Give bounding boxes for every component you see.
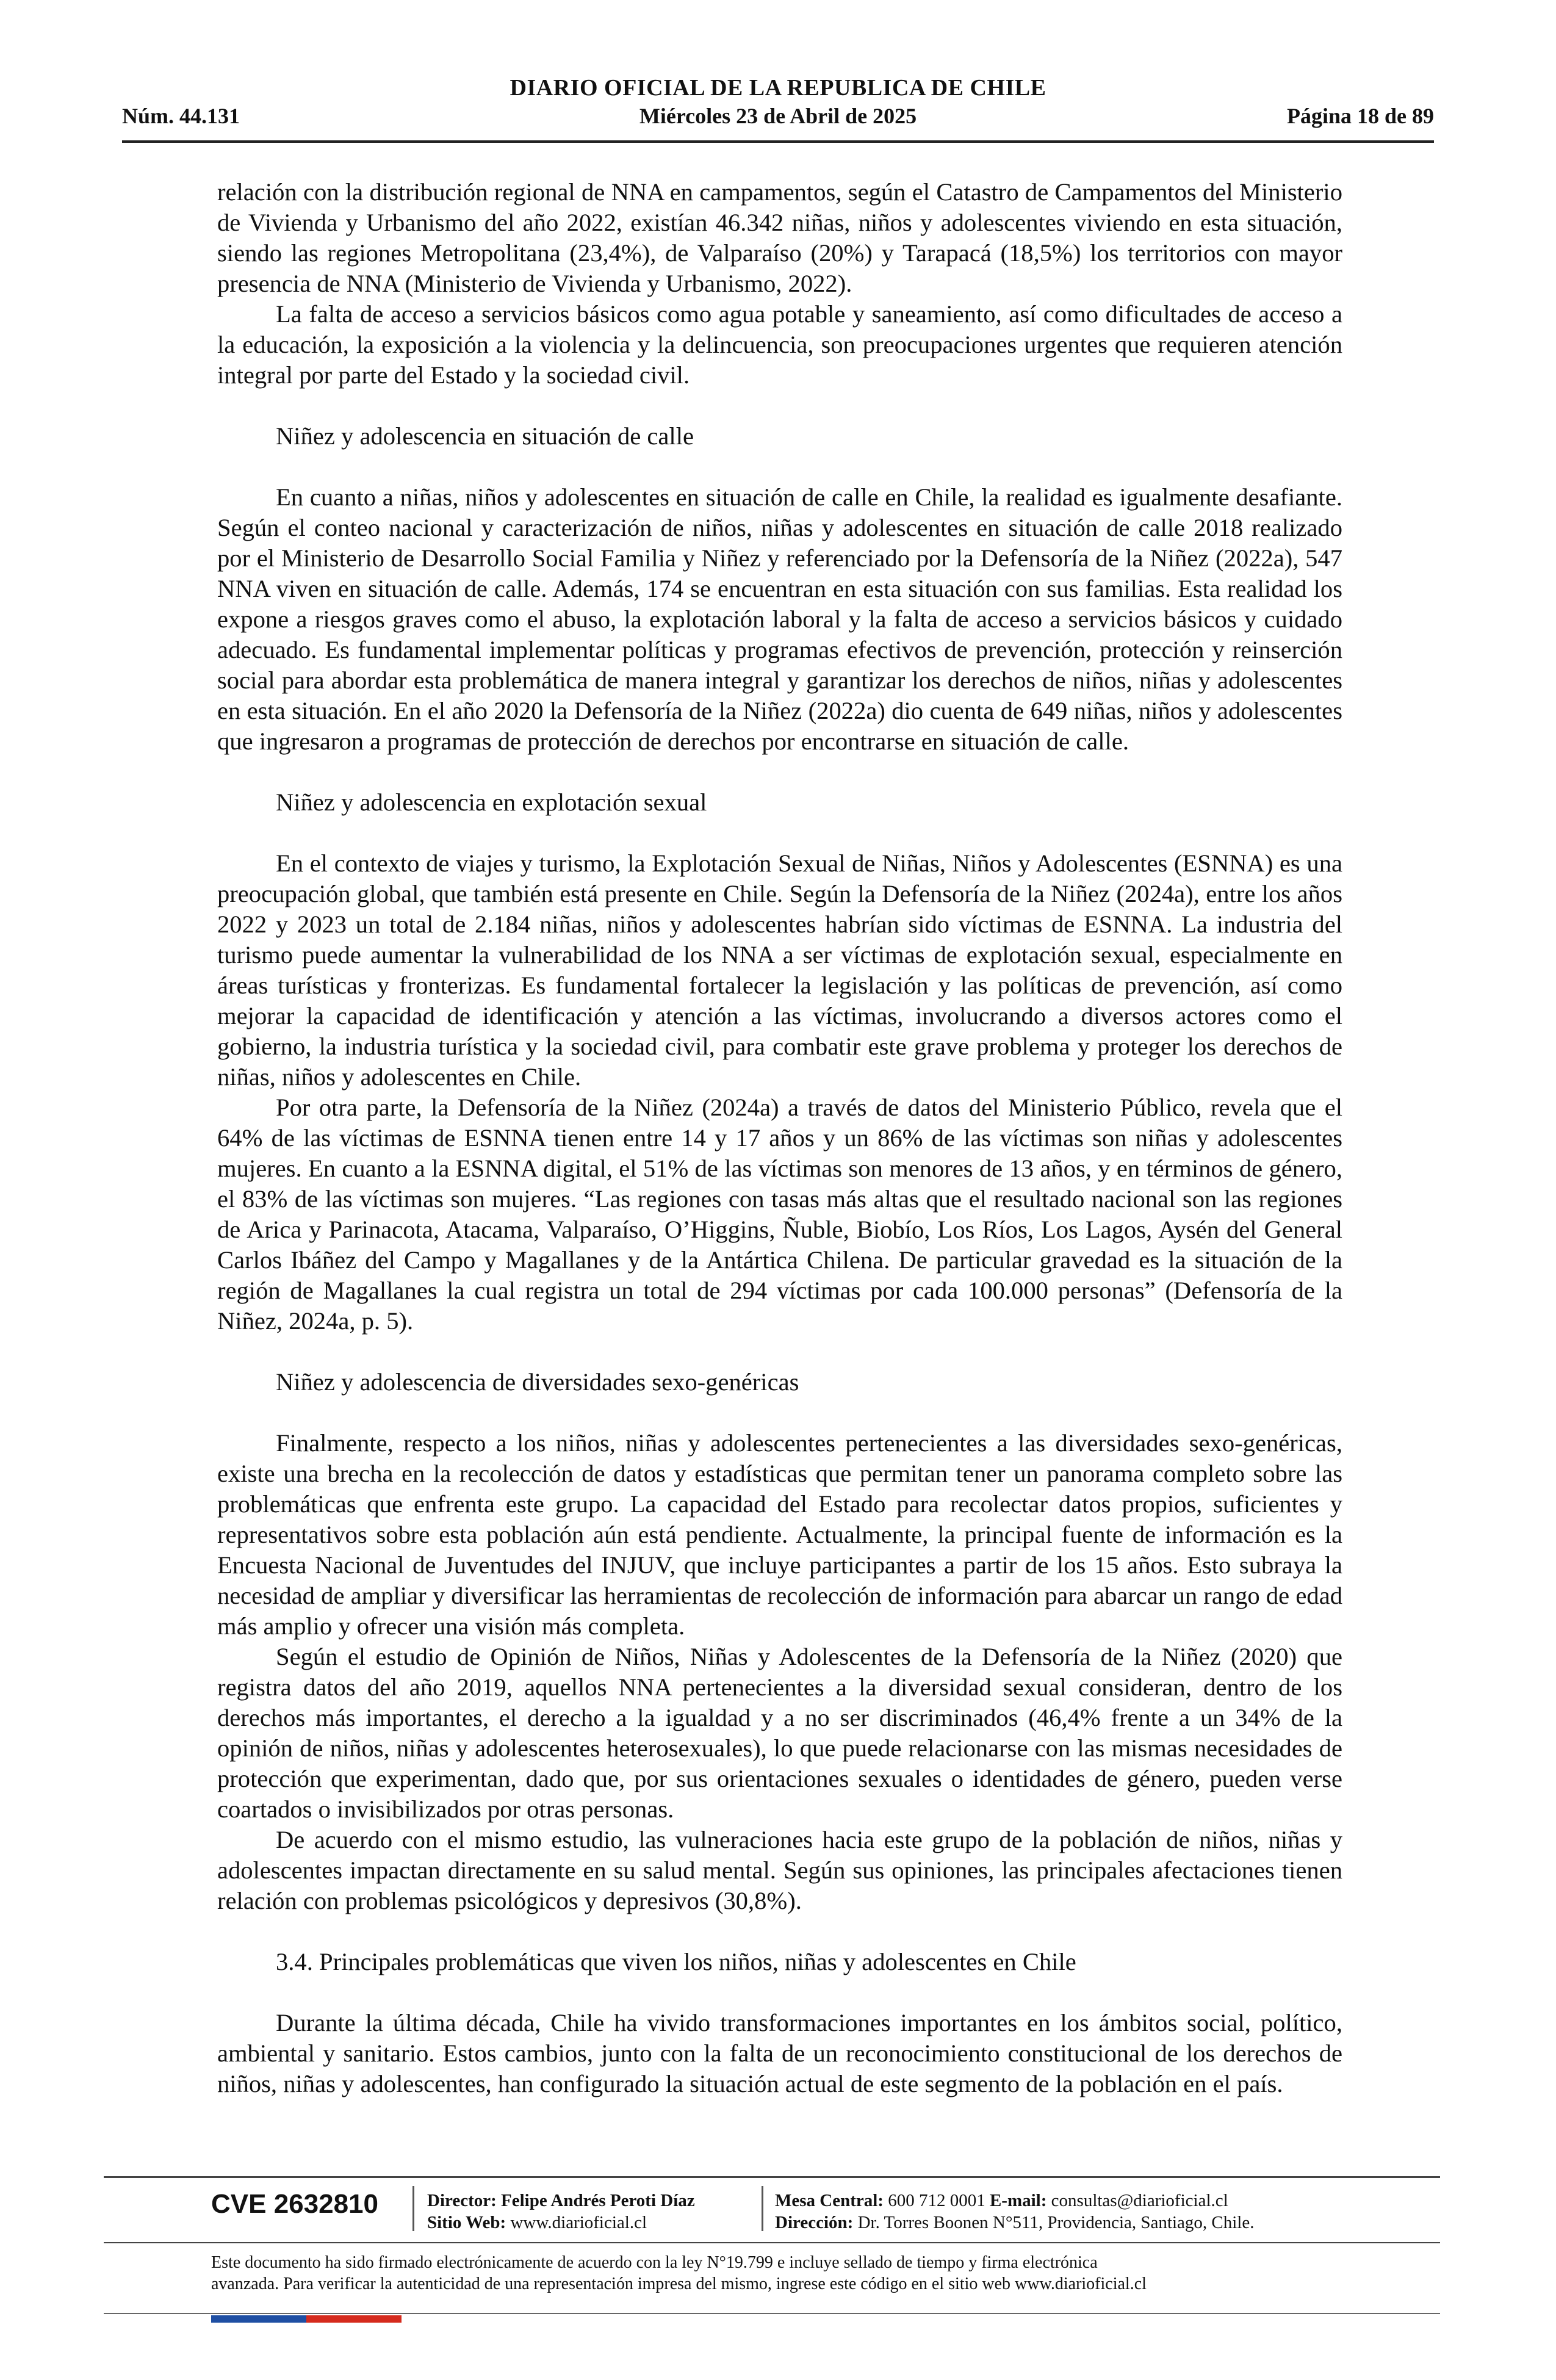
legal-notice-line-1: Este documento ha sido firmado electrónicamente de acuerdo con la ley N°19.799 e incluye sellado de tiempo y firma electrónica bbox=[211, 2253, 1098, 2272]
footer-director-block bbox=[427, 2190, 695, 2234]
cve-code: CVE 2632810 bbox=[211, 2189, 378, 2219]
director-name: Felipe Andrés Peroti Díaz bbox=[501, 2191, 695, 2210]
paragraph-9: Durante la última década, Chile ha vivido transformaciones importantes en los ámbitos social, político, ambiental y sanitario. Estos cambios, junto con la falta de un reconocimiento constitucional de los derechos de niños, niñas y adolescentes, han configurado la situación actual de este segmento de la población en el país. bbox=[217, 2009, 1342, 2097]
address-text: Dr. Torres Boonen N°511, Providencia, Santiago, Chile. bbox=[857, 2213, 1255, 2232]
page-indicator: Página 18 de 89 bbox=[1286, 104, 1434, 128]
section-heading-street: Niñez y adolescencia en situación de calle bbox=[276, 422, 694, 450]
mesa-phone: 600 712 0001 bbox=[888, 2191, 985, 2210]
newspaper-title: DIARIO OFICIAL DE LA REPUBLICA DE CHILE bbox=[510, 75, 1046, 101]
paragraph-3: En cuanto a niñas, niños y adolescentes en situación de calle en Chile, la realidad es igualmente desafiante. Según el conteo nacional y caracterización de niños, niñas y adolescentes en situación de calle 2018 realizado por el Ministerio de Desarrollo Social Familia y Niñez y referenciado por la Defensoría de la Niñez (2022a), 547 NNA viven en situación de calle. Además, 174 se encuentran en esta situación con sus familias. Esta realidad los expone a riesgos graves como el abuso, la explotación laboral y la falta de acceso a servicios básicos y cuidado adecuado. Es fundamental implementar políticas y programas efectivos de prevención, protección y reinserción social para abordar esta problemática de manera integral y garantizar los derechos de niños, niñas y adolescentes en esta situación. En el año 2020 la Defensoría de la Niñez (2022a) dio cuenta de 649 niñas, niños y adolescentes que ingresaron a programas de protección de derechos por encontrarse en situación de calle. bbox=[217, 483, 1342, 755]
website-link[interactable]: www.diarioficial.cl bbox=[510, 2213, 647, 2232]
paragraph-7: Según el estudio de Opinión de Niños, Niñas y Adolescentes de la Defensoría de la Niñez (2020) que registra datos del año 2019, aquellos NNA pertenecientes a la diversidad sexual consideran, dentro de los derechos más importantes, el derecho a la igualdad y a no ser discriminados (46,4% frente a un 34% de la opinión de niños, niñas y adolescentes heterosexuales), lo que puede relacionarse con las mismas necesidades de protección que experimentan, dado que, por sus orientaciones sexuales o identidades de género, pueden verse coartados o invisibilizados por otras personas. bbox=[217, 1643, 1342, 1823]
section-heading-3-4: 3.4. Principales problemáticas que viven los niños, niñas y adolescentes en Chile bbox=[276, 1948, 1076, 1975]
website-label: Sitio Web: bbox=[427, 2213, 506, 2232]
footer-divider-middle bbox=[104, 2242, 1440, 2243]
section-heading-exploitation: Niñez y adolescencia en explotación sexual bbox=[276, 788, 707, 816]
paragraph-6: Finalmente, respecto a los niños, niñas y adolescentes pertenecientes a las diversidades sexo-genéricas, existe una brecha en la recolección de datos y estadísticas que permitan tener un panorama completo sobre las problemáticas que enfrenta este grupo. La capacidad del Estado para recolectar datos propios, suficientes y representativos sobre esta población aún está pendiente. Actualmente, la principal fuente de información es la Encuesta Nacional de Juventudes del INJUV, que incluye participantes a partir de los 15 años. Esto subraya la necesidad de ampliar y diversificar las herramientas de recolección de información para abarcar un rango de edad más amplio y ofrecer una visión más completa. bbox=[217, 1429, 1342, 1640]
mesa-label: Mesa Central: bbox=[775, 2191, 884, 2210]
footer-separator-2 bbox=[762, 2186, 763, 2231]
address-label: Dirección: bbox=[775, 2213, 854, 2232]
flag-stripe-blue bbox=[211, 2315, 306, 2323]
paragraph-8: De acuerdo con el mismo estudio, las vulneraciones hacia este grupo de la población de niños, niñas y adolescentes impactan directamente en su salud mental. Según sus opiniones, las principales afectaciones tienen relación con problemas psicológicos y depresivos (30,8%). bbox=[217, 1826, 1342, 1914]
footer-divider-bottom bbox=[104, 2313, 1440, 2314]
email-link[interactable]: consultas@diarioficial.cl bbox=[1051, 2191, 1228, 2210]
legal-notice bbox=[211, 2252, 1328, 2295]
header-divider bbox=[122, 140, 1434, 143]
section-heading-diversities: Niñez y adolescencia de diversidades sexo-genéricas bbox=[276, 1368, 799, 1396]
footer-contact-block bbox=[775, 2190, 1254, 2234]
issue-date: Miércoles 23 de Abril de 2025 bbox=[639, 104, 917, 128]
legal-notice-line-2: avanzada. Para verificar la autenticidad de una representación impresa del mismo, ingrese este código en el sitio web www.diarioficial.cl bbox=[211, 2274, 1147, 2293]
paragraph-5: Por otra parte, la Defensoría de la Niñez (2024a) a través de datos del Ministerio Público, revela que el 64% de las víctimas de ESNNA tienen entre 14 y 17 años y un 86% de las víctimas son niñas y adolescentes mujeres. En cuanto a la ESNNA digital, el 51% de las víctimas son menores de 13 años, y en términos de género, el 83% de las víctimas son mujeres. “Las regiones con tasas más altas que el resultado nacional son las regiones de Arica y Parinacota, Atacama, Valparaíso, O’Higgins, Ñuble, Biobío, Los Ríos, Los Lagos, Aysén del General Carlos Ibáñez del Campo y Magallanes y de la Antártica Chilena. De particular gravedad es la situación de la región de Magallanes la cual registra un total de 294 víctimas por cada 100.000 personas” (Defensoría de la Niñez, 2024a, p. 5). bbox=[217, 1094, 1342, 1335]
issue-number: Núm. 44.131 bbox=[122, 104, 240, 128]
page-header bbox=[122, 74, 1434, 143]
email-label: E-mail: bbox=[989, 2191, 1047, 2210]
paragraph-4: En el contexto de viajes y turismo, la Explotación Sexual de Niñas, Niños y Adolescentes (ESNNA) es una preocupación global, que también está presente en Chile. Según la Defensoría de la Niñez (2024a), entre los años 2022 y 2023 un total de 2.184 niñas, niños y adolescentes habrían sido víctimas de ESNNA. La industria del turismo puede aumentar la vulnerabilidad de los NNA a ser víctimas de explotación sexual, especialmente en áreas turísticas y fronterizas. Es fundamental fortalecer la legislación y las políticas de prevención, así como mejorar la capacidad de identificación y atención a las víctimas, involucrando a diversos actores como el gobierno, la industria turística y la sociedad civil, para combatir este grave problema y proteger los derechos de niñas, niños y adolescentes en Chile. bbox=[217, 849, 1342, 1091]
document-body bbox=[217, 177, 1342, 2099]
footer-divider-top bbox=[104, 2176, 1440, 2178]
paragraph-1: relación con la distribución regional de NNA en campamentos, según el Catastro de Campamentos del Ministerio de Vivienda y Urbanismo del año 2022, existían 46.342 niñas, niños y adolescentes viviendo en esta situación, siendo las regiones Metropolitana (23,4%), de Valparaíso (20%) y Tarapacá (18,5%) los territorios con mayor presencia de NNA (Ministerio de Vivienda y Urbanismo, 2022). bbox=[217, 178, 1342, 297]
paragraph-2: La falta de acceso a servicios básicos como agua potable y saneamiento, así como dificultades de acceso a la educación, la exposición a la violencia y la delincuencia, son preocupaciones urgentes que requieren atención integral por parte del Estado y la sociedad civil. bbox=[217, 300, 1342, 389]
flag-stripe-red bbox=[306, 2315, 402, 2323]
director-label: Director: bbox=[427, 2191, 497, 2210]
footer-separator-1 bbox=[412, 2186, 414, 2231]
